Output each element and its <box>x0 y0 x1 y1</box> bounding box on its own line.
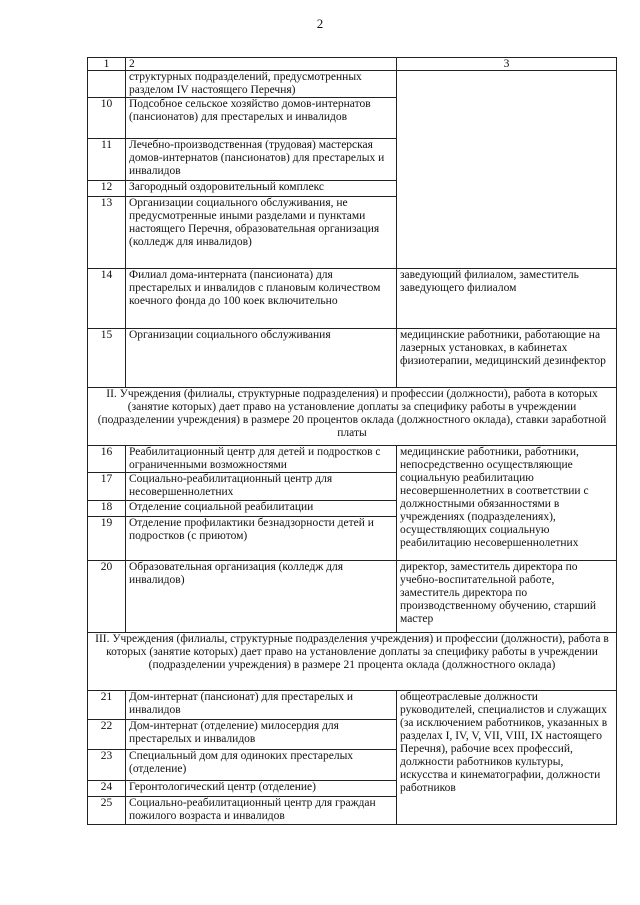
row-number: 10 <box>88 98 126 139</box>
row-number: 18 <box>88 501 126 517</box>
section-heading-row <box>88 388 617 446</box>
institution-name: Лечебно-производственная (трудовая) мастерская домов-интернатов (пансионатов) для престарелых и инвалидов <box>126 139 397 181</box>
table-header-row <box>88 58 617 71</box>
institution-name: Специальный дом для одиноких престарелых (отделение) <box>126 750 397 781</box>
institution-name: Дом-интернат (отделение) милосердия для престарелых и инвалидов <box>126 720 397 750</box>
institution-name: Подсобное сельское хозяйство домов-интернатов (пансионатов) для престарелых и инвалидов <box>126 98 397 139</box>
row-number <box>88 71 126 98</box>
row-number: 12 <box>88 181 126 197</box>
institution-name: Социально-реабилитационный центр для несовершеннолетних <box>126 473 397 501</box>
positions-cell: заведующий филиалом, заместитель заведующего филиалом <box>397 269 617 329</box>
row-number: 13 <box>88 197 126 269</box>
row-number: 17 <box>88 473 126 501</box>
institution-name: Дом-интернат (пансионат) для престарелых и инвалидов <box>126 691 397 720</box>
table-row <box>88 446 617 473</box>
table-row <box>88 561 617 633</box>
section-3-title: III. Учреждения (филиалы, структурные подразделения учреждения) и профессии (должности), работа в которых (занятие которых) дает право на установление доплаты за специфику работы в учреждении (подразделении учреждения) в размере 21 процента оклада (должностного оклада) <box>88 633 617 691</box>
page-number: 2 <box>316 16 324 31</box>
institution-name: Реабилитационный центр для детей и подростков с ограниченными возможностями <box>126 446 397 473</box>
institutions-table <box>87 57 617 825</box>
institution-name: Филиал дома-интерната (пансионата) для престарелых и инвалидов с плановым количеством коечного фонда до 100 коек включительно <box>126 269 397 329</box>
positions-cell: медицинские работники, работники, непосредственно осуществляющие социальную реабилитацию несовершеннолетних в соответствии с должностными обязанностями в учреждениях (подразделениях), осуществляющих социальную реабилитацию несовершеннолетних <box>397 446 617 561</box>
table-row <box>88 329 617 388</box>
section-2-title: II. Учреждения (филиалы, структурные подразделения) и профессии (должности), работа в которых (занятие которых) дает право на установление доплаты за специфику работы в учреждении (подразделении учреждения) в размере 20 процентов оклада (должностного оклада), ставки заработной платы <box>88 388 617 446</box>
positions-cell: директор, заместитель директора по учебно-воспитательной работе, заместитель директора по производственному обучению, старший мастер <box>397 561 617 633</box>
institution-name: Отделение социальной реабилитации <box>126 501 397 517</box>
row-number: 14 <box>88 269 126 329</box>
institution-name: Отделение профилактики безнадзорности детей и подростков (с приютом) <box>126 517 397 561</box>
positions-cell: медицинские работники, работающие на лазерных установках, в кабинетах физиотерапии, медицинский дезинфектор <box>397 329 617 388</box>
row-number: 15 <box>88 329 126 388</box>
header-col-3: 3 <box>397 58 617 71</box>
row-number: 23 <box>88 750 126 781</box>
positions-cell-empty <box>397 71 617 269</box>
positions-cell: общеотраслевые должности руководителей, специалистов и служащих (за исключением работников, указанных в разделах I, IV, V, VII, VIII, IX настоящего Перечня), рабочие всех профессий, должности работников культуры, искусства и кинематографии, должности работников <box>397 691 617 825</box>
institution-name: Организации социального обслуживания, не предусмотренные иными разделами и пунктами настоящего Перечня, образовательная организация (колледж для инвалидов) <box>126 197 397 269</box>
institution-name: Социально-реабилитационный центр для граждан пожилого возраста и инвалидов <box>126 797 397 825</box>
header-col-2: 2 <box>126 58 397 71</box>
institution-name: Организации социального обслуживания <box>126 329 397 388</box>
row-number: 16 <box>88 446 126 473</box>
row-number: 25 <box>88 797 126 825</box>
table-row <box>88 269 617 329</box>
row-number: 11 <box>88 139 126 181</box>
row-number: 21 <box>88 691 126 720</box>
row-number: 19 <box>88 517 126 561</box>
section-heading-row <box>88 633 617 691</box>
table-row <box>88 691 617 720</box>
row-number: 24 <box>88 781 126 797</box>
institution-name: Образовательная организация (колледж для инвалидов) <box>126 561 397 633</box>
institution-name: Загородный оздоровительный комплекс <box>126 181 397 197</box>
header-col-1: 1 <box>88 58 126 71</box>
institution-name: структурных подразделений, предусмотренных разделом IV настоящего Перечня) <box>126 71 397 98</box>
row-number: 20 <box>88 561 126 633</box>
institution-name: Геронтологический центр (отделение) <box>126 781 397 797</box>
row-number: 22 <box>88 720 126 750</box>
table-row <box>88 71 617 98</box>
